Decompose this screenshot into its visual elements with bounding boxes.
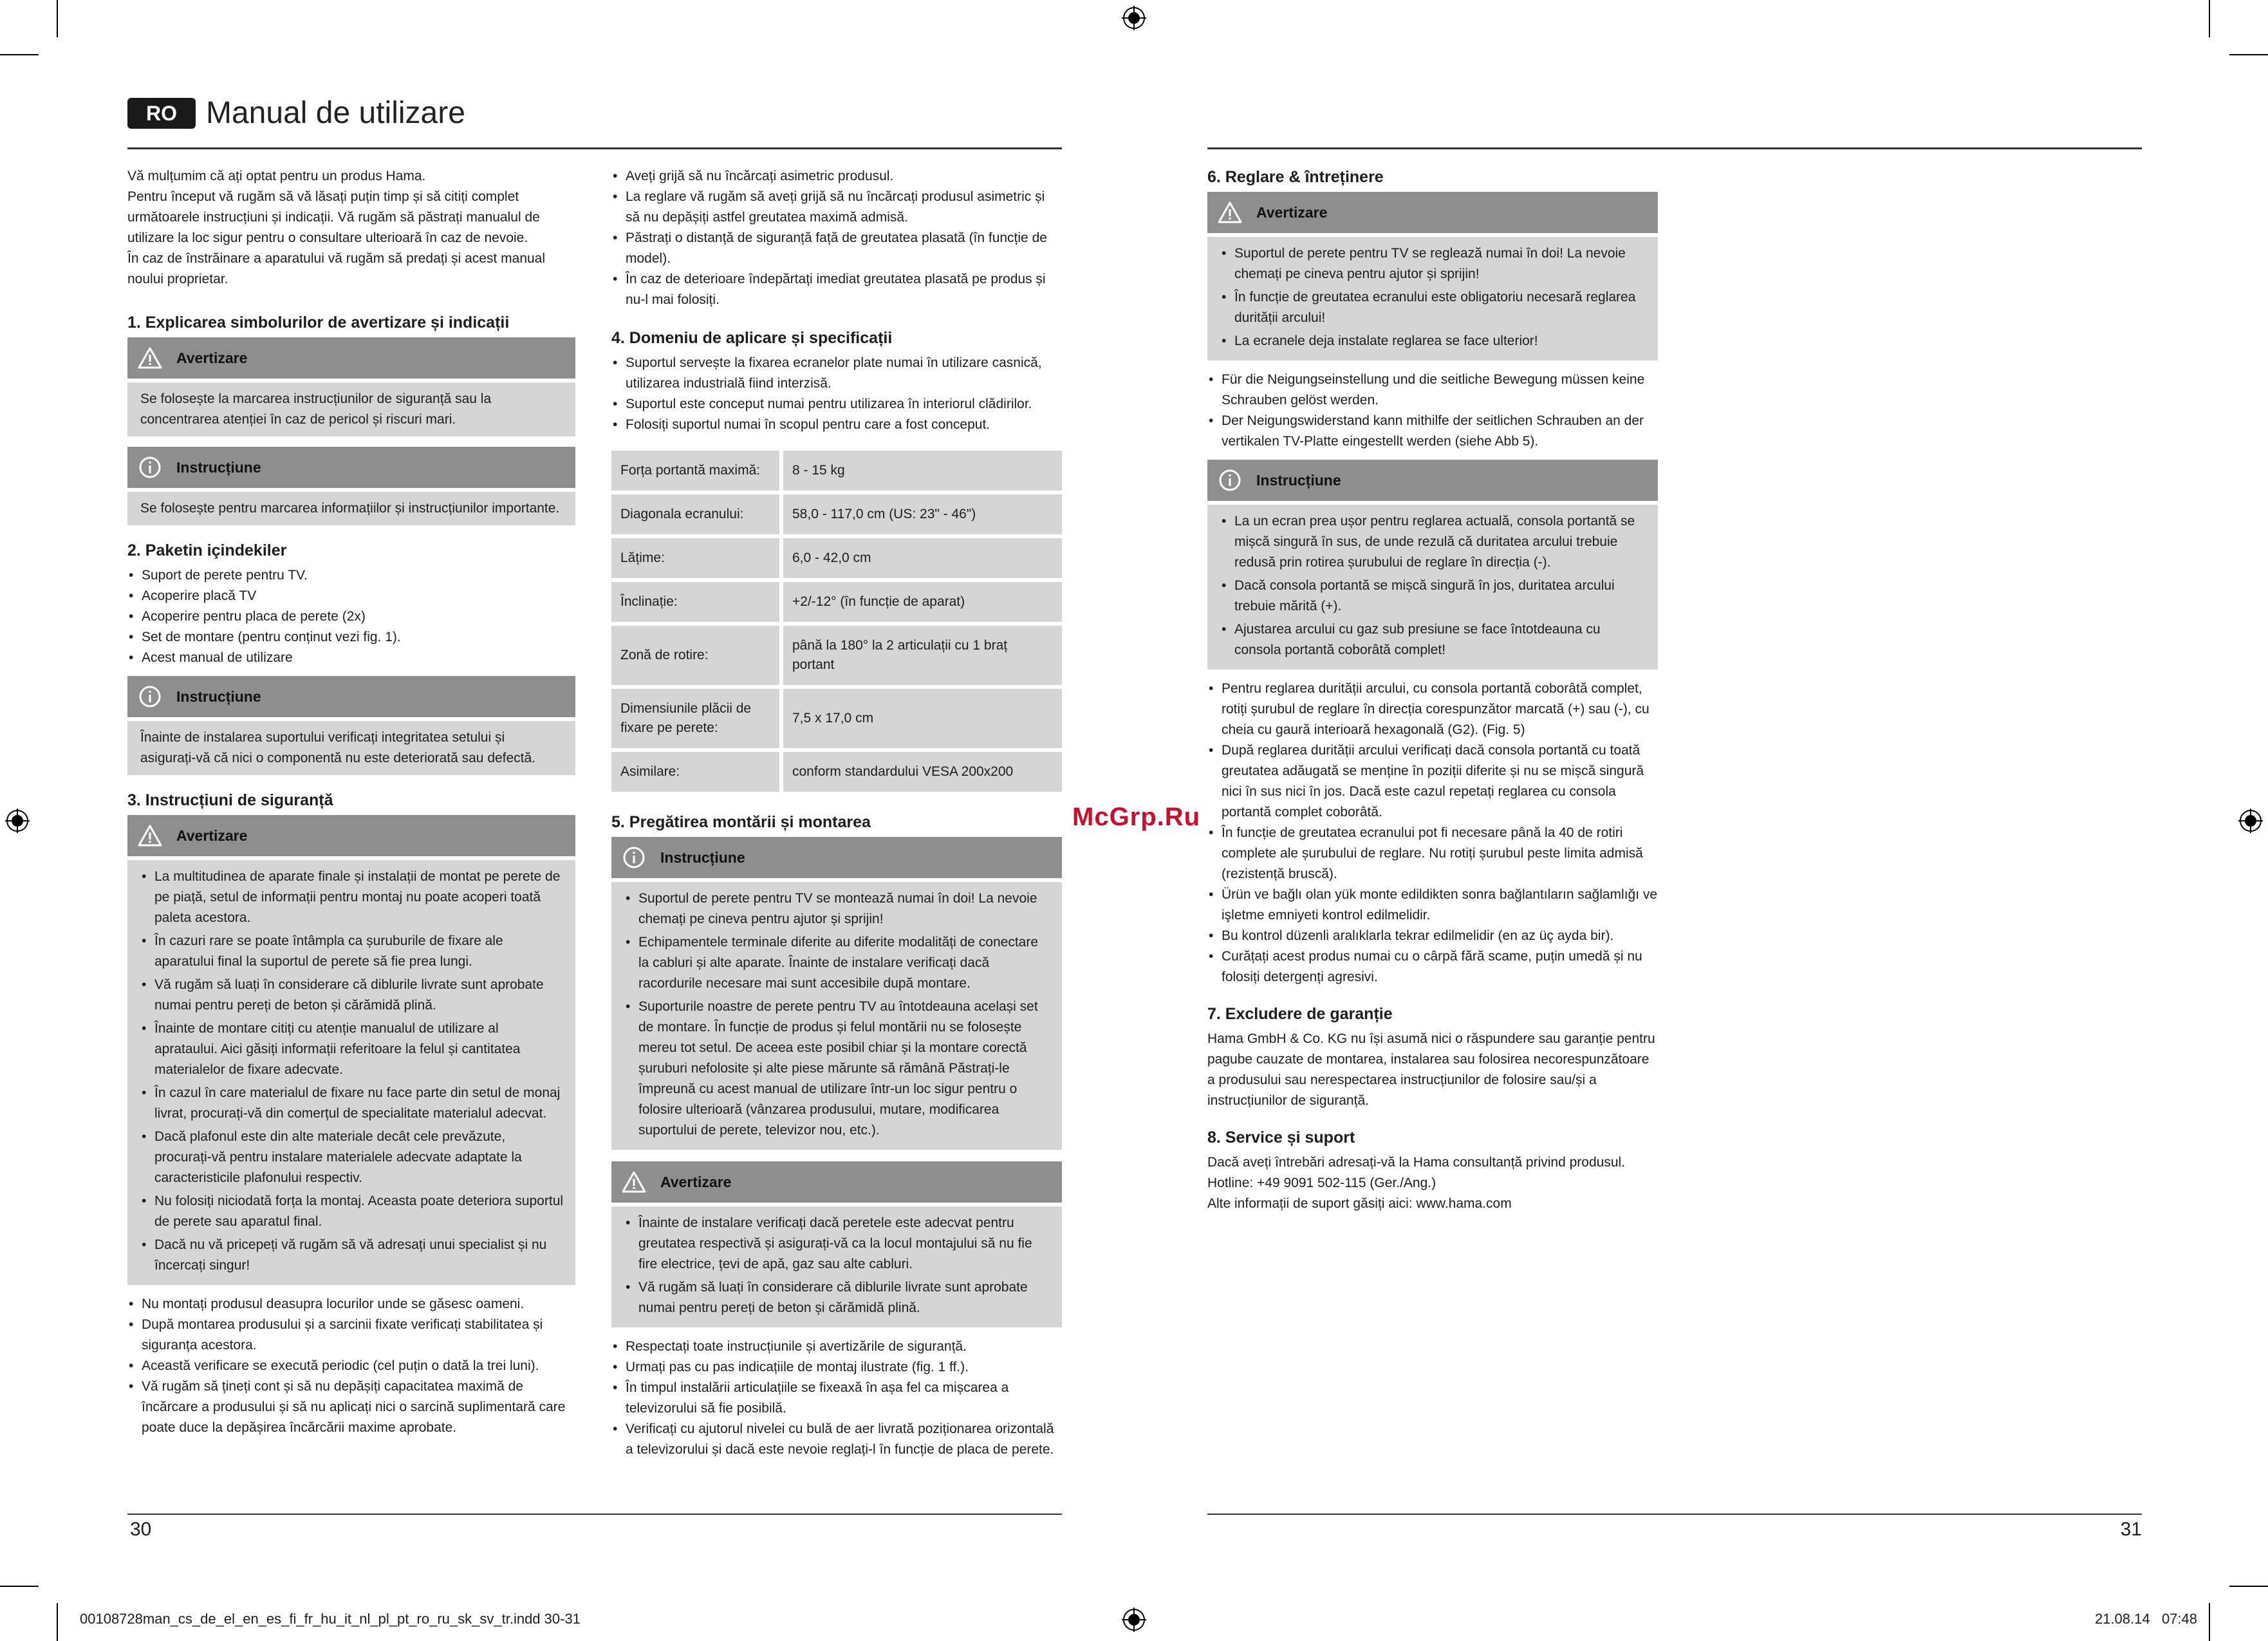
- list-item: • În caz de deterioare îndepărtați imediat greutatea plasată pe produs și nu-l mai folosiți.: [611, 269, 1062, 310]
- warning-triangle-icon: [1218, 200, 1242, 225]
- info-box-title: Instrucțiune: [176, 688, 261, 705]
- crop-mark: [0, 54, 39, 55]
- list-item: • Păstrați o distanță de siguranță față de greutatea plasată (în funcție de model).: [611, 228, 1062, 269]
- registration-mark-icon: [5, 809, 30, 833]
- list-item: • Nu folosiți niciodată forța la montaj. Aceasta poate deteriora suportul de perete sau aparatul final.: [140, 1191, 564, 1232]
- info-box-header: [127, 447, 575, 488]
- warning-box-header: [611, 1161, 1062, 1203]
- maintenance-list: [1207, 679, 1658, 988]
- safety-list: [127, 1294, 575, 1438]
- application-list: [611, 353, 1062, 435]
- warning-text: Se folosește la marcarea instrucțiunilor de siguranță sau la concentrarea atenției în caz de pericol și riscuri mari.: [140, 391, 492, 427]
- footer-rule: [127, 1514, 1062, 1515]
- list-item: • Suportul de perete pentru TV se montează numai în doi! La nevoie chemați pe cineva pentru ajutor și sprijin!: [624, 888, 1050, 930]
- warning-box-header: [1207, 192, 1658, 233]
- info-box: [127, 447, 575, 525]
- language-badge: RO: [127, 98, 196, 129]
- list-item: • Înainte de instalare verificați dacă peretele este adecvat pentru greutatea respectivă și asigurați-vă ca la locul montajului să nu fie fire electrice, țevi de apă, gaz sau alte cabluri.: [624, 1213, 1050, 1275]
- list-item: • Pentru reglarea durității arcului, cu consola portantă coborâtă complet, rotiți șurubul de reglare în direcția corespunzător marcată (+) sau (-), cu cheia cu gaură interioară hexagonală (G2). (Fig. 5): [1207, 679, 1658, 740]
- table-row: [611, 494, 1062, 534]
- list-item: • La reglare vă rugăm să aveți grijă să nu încărcați produsul asimetric și să nu depășiți astfel greutatea maximă admisă.: [611, 187, 1062, 228]
- list-item: • Aveți grijă să nu încărcați asimetric produsul.: [611, 166, 1062, 187]
- spec-value: 58,0 - 117,0 cm (US: 23" - 46"): [783, 494, 1062, 534]
- section-2-heading: 2. Paketin içindekiler: [127, 541, 287, 559]
- registration-mark-icon: [2238, 809, 2263, 833]
- list-item: • La ecranele deja instalate reglarea se face ulterior!: [1220, 331, 1646, 352]
- warning-box: [127, 337, 575, 436]
- warning-triangle-icon: [622, 1170, 646, 1194]
- info-circle-icon: [138, 455, 162, 480]
- list-item: • Urmați pas cu pas indicațiile de montaj ilustrate (fig. 1 ff.).: [611, 1357, 1062, 1378]
- spec-value: conform standardului VESA 200x200: [783, 752, 1062, 792]
- section-1-heading: 1. Explicarea simbolurilor de avertizare și indicații: [127, 314, 510, 332]
- footer-rule-right: [1207, 1514, 2142, 1515]
- list-item: • Acoperire placă TV: [127, 586, 575, 606]
- info-box-header: [1207, 460, 1658, 501]
- spec-value: 7,5 x 17,0 cm: [783, 689, 1062, 748]
- registration-mark-icon: [1122, 1608, 1146, 1632]
- spec-key: Asimilare:: [611, 752, 783, 792]
- list-item: • Ürün ve bağlı olan yük monte edildikten sonra bağlantıların sağlamlığı ve işletme emniyeti kontrol edilmelidir.: [1207, 885, 1658, 926]
- list-item: • Für die Neigungseinstellung und die seitliche Bewegung müssen keine Schrauben gelöst werden.: [1207, 370, 1658, 411]
- table-row: [611, 689, 1062, 748]
- list-item: • Set de montare (pentru conținut vezi fig. 1).: [127, 627, 575, 648]
- spec-key: Zonă de rotire:: [611, 626, 783, 685]
- spec-value: până la 180° la 2 articulații cu 1 braț portant: [783, 626, 1062, 685]
- list-item: • Suportul este conceput numai pentru utilizarea în interiorul clădirilor.: [611, 394, 1062, 415]
- table-row: [611, 626, 1062, 685]
- list-item: • Vă rugăm să luați în considerare că diblurile livrate sunt aprobate numai pentru pereți de beton și cărămidă plină.: [624, 1277, 1050, 1318]
- info-box-body: [611, 882, 1062, 1150]
- list-item: • Ajustarea arcului cu gaz sub presiune se face întotdeauna cu consola portantă coborâtă complet!: [1220, 619, 1646, 661]
- watermark: McGrp.Ru: [1072, 803, 1201, 831]
- warning-box-body: [1207, 237, 1658, 361]
- warning-box-title: Avertizare: [660, 1174, 732, 1190]
- list-item: • În funcție de greutatea ecranului este obligatoriu necesară reglarea durității arcului!: [1220, 287, 1646, 328]
- list-item: • La multitudinea de aparate finale și instalații de montat pe perete de pe piață, setul de informații pentru montaj nu poate acoperi toată paleta acestora.: [140, 867, 564, 928]
- spec-value: 6,0 - 42,0 cm: [783, 538, 1062, 578]
- list-item: • Verificați cu ajutorul nivelei cu bulă de aer livrată poziționarea orizontală a televizorului și dacă este nevoie reglați-l în funcție de placa de perete.: [611, 1419, 1062, 1460]
- info-circle-icon: [138, 684, 162, 709]
- mounting-info-list: [624, 888, 1050, 1141]
- mounting-steps-list: [611, 1336, 1062, 1460]
- info-circle-icon: [1218, 468, 1242, 492]
- list-item: • Dacă plafonul este din alte materiale decât cele prevăzute, procurați-vă pentru instalare materialele adecvate adaptate la caracteristicile plafonului respectiv.: [140, 1127, 564, 1188]
- list-item: • Bu kontrol düzenli aralıklarla tekrar edilmelidir (en az üç ayda bir).: [1207, 926, 1658, 946]
- crop-mark: [2209, 0, 2210, 37]
- warning-box-header: [127, 337, 575, 379]
- warning-box: [127, 815, 575, 1285]
- list-item: • În timpul instalării articulațiile se fixeaxă în așa fel ca mișcarea a televizorului să fie posibilă.: [611, 1378, 1062, 1419]
- warning-triangle-icon: [138, 346, 162, 370]
- table-row: [611, 752, 1062, 792]
- info-box-title: Instrucțiune: [176, 459, 261, 476]
- column-3: [1207, 166, 1658, 1214]
- list-item: • Curățați acest produs numai cu o cârpă fără scame, puțin umedă și nu folosiți detergenți agresivi.: [1207, 946, 1658, 988]
- list-item: • Der Neigungswiderstand kann mithilfe der seitlichen Schrauben an der vertikalen TV-Platte eingestellt werden (siehe Abb 5).: [1207, 411, 1658, 452]
- safety-warning-list: [140, 867, 564, 1276]
- info-box-header: [127, 676, 575, 717]
- info-text: Înainte de instalarea suportului verificați integritatea setului și asigurați-vă că nici o componentă nu este deteriorată sau defectă.: [140, 730, 536, 765]
- list-item: • În funcție de greutatea ecranului pot fi necesare până la 40 de rotiri complete ale șurubului de reglare. Nu rotiți șurubul peste limita admisă (rezistență bruscă).: [1207, 823, 1658, 885]
- warning-box-title: Avertizare: [1256, 204, 1328, 221]
- warning-triangle-icon: [138, 823, 162, 848]
- print-slug: 00108728man_cs_de_el_en_es_fi_fr_hu_it_nl_pl_pt_ro_ru_sk_sv_tr.indd 30-31: [80, 1611, 581, 1627]
- list-item: • Vă rugăm să țineți cont și să nu depășiți capacitatea maximă de încărcare a produsului și să nu aplicați nici o sarcină suplimentară care poate duce la depășirea încărcării maxime aprobate.: [127, 1376, 575, 1438]
- mounting-warning-list: [624, 1213, 1050, 1318]
- warning-box-title: Avertizare: [176, 350, 248, 366]
- list-item: • Vă rugăm să luați în considerare că diblurile livrate sunt aprobate numai pentru pereți de beton și cărămidă plină.: [140, 975, 564, 1016]
- list-item: • În cazuri rare se poate întâmpla ca șuruburile de fixare ale aparatului final la suportul de perete să fie prea lungi.: [140, 931, 564, 972]
- list-item: • Acest manual de utilizare: [127, 648, 575, 668]
- page-number-right: 31: [2120, 1519, 2142, 1540]
- list-item: • Suporturile noastre de perete pentru TV au întotdeauna același set de montare. În funcție de produs și felul montării nu se folosește mereu tot setul. De aceea este posibil chiar și la montare corectă șuruburi nefolosite și alte piese mărunte să rămână Păstrați-le împreună cu acest manual de utilizare într-un loc sigur pentru o folosire ulterioară (vânzarea produsului, mutare, modificarea suportului de perete, televizor nou, etc.).: [624, 997, 1050, 1141]
- spec-value: +2/-12° (în funcție de aparat): [783, 582, 1062, 622]
- spec-key: Înclinație:: [611, 582, 783, 622]
- list-item: • La un ecran prea ușor pentru reglarea actuală, consola portantă se mișcă singură în sus, de unde rezulă că duritatea arcului trebuie redusă prin rotirea șurubului de reglare în direcția (-).: [1220, 511, 1646, 573]
- list-item: • Suport de perete pentru TV.: [127, 565, 575, 586]
- intro-line: Vă mulțumim că ați optat pentru un produs Hama.: [127, 169, 426, 183]
- service-hotline: Hotline: +49 9091 502-115 (Ger./Ang.): [1207, 1176, 1436, 1190]
- column-1: [127, 166, 575, 1438]
- print-timestamp: 21.08.14 07:48: [2094, 1611, 2197, 1627]
- warning-box-body: [127, 860, 575, 1285]
- list-item: • Respectați toate instrucțiunile și avertizările de siguranță.: [611, 1336, 1062, 1357]
- warranty-text: Hama GmbH & Co. KG nu își asumă nici o răspundere sau garanție pentru pagube cauzate de montarea, instalarea sau folosirea necorespunzătoare a produsului sau nerespectarea instrucțiunilor de folosire sau/și a instrucțiunilor de siguranță.: [1207, 1031, 1655, 1108]
- service-line: Dacă aveți întrebări adresați-vă la Hama consultanță privind produsul.: [1207, 1155, 1626, 1170]
- list-item: • Folosiți suportul numai în scopul pentru care a fost conceput.: [611, 415, 1062, 435]
- adjustment-list: [1207, 370, 1658, 452]
- warning-box-header: [127, 815, 575, 856]
- list-item: • Nu montați produsul deasupra locurilor unde se găsesc oameni.: [127, 1294, 575, 1315]
- spec-key: Dimensiunile plăcii de fixare pe perete:: [611, 689, 783, 748]
- spec-key: Diagonala ecranului:: [611, 494, 783, 534]
- list-item: • Suportul servește la fixarea ecranelor plate numai în utilizare casnică, utilizarea industrială fiind interzisă.: [611, 353, 1062, 394]
- table-row: [611, 582, 1062, 622]
- warning-box-body: [611, 1206, 1062, 1327]
- list-item: • Dacă nu vă pricepeți vă rugăm să vă adresați unui specialist și nu încercați singur!: [140, 1235, 564, 1276]
- spec-key: Lățime:: [611, 538, 783, 578]
- info-box-title: Instrucțiune: [1256, 472, 1341, 489]
- info-box: [611, 837, 1062, 1150]
- service-website: Alte informații de suport găsiți aici: www.hama.com: [1207, 1196, 1512, 1211]
- list-item: • După reglarea durității arcului verificați dacă consola portantă cu toată greutatea adăugată se menține în poziții diferite și nu se mișcă singură nici în sus nici în jos. Dacă este cazul repetați reglarea cu consola portantă complet coborâtă.: [1207, 740, 1658, 823]
- list-item: • Echipamentele terminale diferite au diferite modalități de conectare la cabluri și alte aparate. Înainte de instalare verificați dacă racordurile necesare mai sunt accesibile după montare.: [624, 932, 1050, 994]
- header-rule-right: [1207, 147, 2142, 149]
- load-list: [611, 166, 1062, 310]
- adjustment-info-list: [1220, 511, 1646, 661]
- column-2: [611, 166, 1062, 1460]
- info-box-body: [127, 492, 575, 525]
- table-row: [611, 451, 1062, 491]
- list-item: • După montarea produsului și a sarcinii fixate verificați stabilitatea și siguranța acestora.: [127, 1315, 575, 1356]
- info-box-title: Instrucțiune: [660, 849, 745, 866]
- crop-mark: [0, 1586, 39, 1587]
- list-item: • Înainte de montare citiți cu atenție manualul de utilizare al aprataului. Aici găsiți informații referitoare la felul și cantitatea materialelor de fixare adecvate.: [140, 1018, 564, 1080]
- registration-mark-icon: [1122, 6, 1146, 30]
- header-rule: [127, 147, 1062, 149]
- info-box: [127, 676, 575, 775]
- list-item: • Această verificare se execută periodic (cel puțin o dată la trei luni).: [127, 1356, 575, 1376]
- info-text: Se folosește pentru marcarea informațiilor și instrucțiunilor importante.: [140, 501, 560, 516]
- warning-box-title: Avertizare: [176, 827, 248, 844]
- info-box-body: [127, 721, 575, 775]
- warning-box-body: [127, 382, 575, 436]
- crop-mark: [2209, 1603, 2210, 1641]
- info-box-body: [1207, 505, 1658, 670]
- spec-key: Forța portantă maximă:: [611, 451, 783, 491]
- intro: [127, 166, 575, 290]
- info-circle-icon: [622, 845, 646, 870]
- table-row: [611, 538, 1062, 578]
- page-title: Manual de utilizare: [206, 96, 465, 130]
- list-item: • În cazul în care materialul de fixare nu face parte din setul de monaj livrat, procurați-vă din comerțul de specialitate materialul adecvat.: [140, 1083, 564, 1124]
- crop-mark: [2229, 54, 2268, 55]
- info-box: [1207, 460, 1658, 670]
- warning-box: [611, 1161, 1062, 1327]
- warning-box: [1207, 192, 1658, 361]
- crop-mark: [2229, 1586, 2268, 1587]
- section-4-heading: 4. Domeniu de aplicare și specificații: [611, 329, 893, 347]
- intro-line: Pentru început vă rugăm să vă lăsați puțin timp și să citiți complet următoarele instrucțiuni și indicații. Vă rugăm să păstrați manualul de utilizare la loc sigur pentru o consultare ulterioară în caz de nevoie.: [127, 189, 540, 245]
- section-3-heading: 3. Instrucțiuni de siguranță: [127, 791, 333, 809]
- list-item: • Acoperire pentru placa de perete (2x): [127, 606, 575, 627]
- list-item: • Suportul de perete pentru TV se reglează numai în doi! La nevoie chemați pe cineva pentru ajutor și sprijin!: [1220, 243, 1646, 285]
- package-contents-list: [127, 565, 575, 668]
- specifications-table: [611, 447, 1062, 796]
- page-number-left: 30: [130, 1519, 152, 1540]
- section-7-heading: 7. Excludere de garanție: [1207, 1005, 1393, 1023]
- intro-line: În caz de înstrăinare a aparatului vă rugăm să predați și acest manual noului proprietar.: [127, 251, 546, 286]
- adjustment-warning-list: [1220, 243, 1646, 352]
- list-item: • Dacă consola portantă se mișcă singură în jos, duritatea arcului trebuie mărită (+).: [1220, 576, 1646, 617]
- section-5-heading: 5. Pregătirea montării și montarea: [611, 813, 871, 831]
- spec-value: 8 - 15 kg: [783, 451, 1062, 491]
- section-8-heading: 8. Service și suport: [1207, 1129, 1355, 1147]
- info-box-header: [611, 837, 1062, 878]
- crop-mark: [57, 1603, 58, 1641]
- section-6-heading: 6. Reglare & întreținere: [1207, 168, 1384, 186]
- crop-mark: [57, 0, 58, 37]
